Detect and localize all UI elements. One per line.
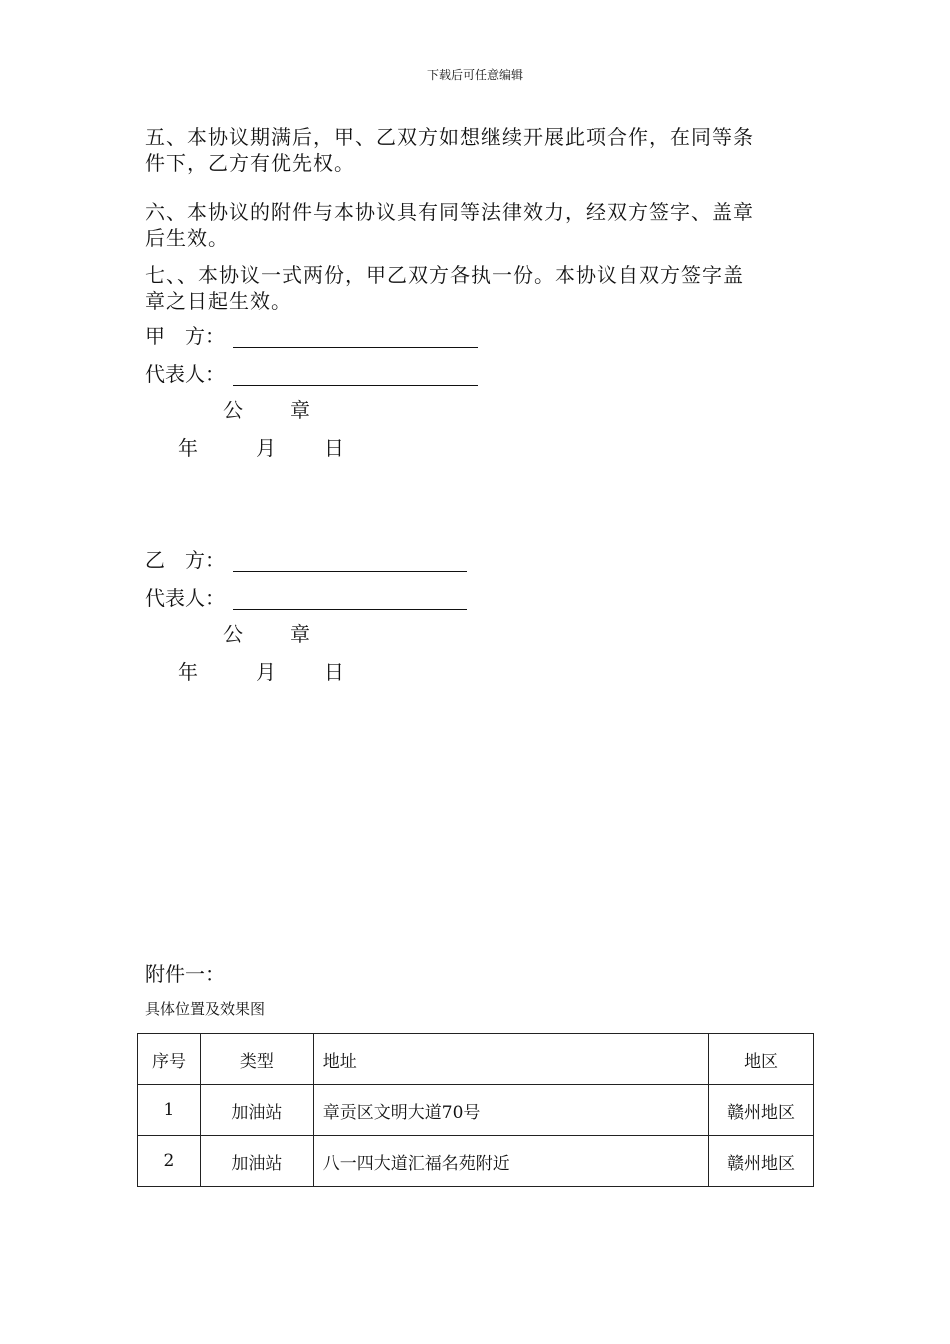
clause-five-line1: 五、本协议期满后，甲、乙双方如想继续开展此项合作，在同等条	[145, 125, 754, 149]
party-a-seal-char1: 公	[223, 398, 243, 422]
cell-region: 赣州地区	[709, 1085, 814, 1136]
clause-six	[145, 199, 810, 251]
party-a-date-month: 月	[256, 436, 276, 460]
page-header-note: 下载后可任意编辑	[426, 68, 523, 82]
clause-seven-line2: 章之日起生效。	[145, 289, 292, 313]
table-row	[138, 1136, 814, 1187]
cell-type: 加油站	[200, 1136, 313, 1187]
cell-address: 八一四大道汇福名苑附近	[313, 1136, 708, 1187]
cell-region: 赣州地区	[709, 1136, 814, 1187]
party-a-rep-blank[interactable]	[233, 385, 478, 386]
party-b-date-month: 月	[256, 660, 276, 684]
location-table	[137, 1033, 814, 1187]
party-b-date-year: 年	[178, 660, 198, 684]
party-a-rep-label: 代表人：	[145, 362, 225, 386]
clause-seven	[145, 262, 810, 314]
annex-subtitle: 具体位置及效果图	[145, 1000, 266, 1018]
clause-six-line2: 后生效。	[145, 226, 229, 250]
party-a-date-day: 日	[324, 436, 344, 460]
cell-index: 2	[138, 1136, 201, 1187]
clause-seven-line1: 七、、本协议一式两份，甲乙双方各执一份。本协议自双方签字盖	[145, 263, 744, 287]
party-a-label: 甲 方：	[145, 324, 225, 348]
cell-address: 章贡区文明大道70号	[313, 1085, 708, 1136]
header-address: 地址	[313, 1034, 708, 1085]
table-header-row	[138, 1034, 814, 1085]
clause-five-line2: 件下，乙方有优先权。	[145, 151, 355, 175]
party-a-date-year: 年	[178, 436, 198, 460]
table-row	[138, 1085, 814, 1136]
party-b-rep-label: 代表人：	[145, 586, 225, 610]
header-index: 序号	[138, 1034, 201, 1085]
clause-six-line1: 六、本协议的附件与本协议具有同等法律效力，经双方签字、盖章	[145, 200, 754, 224]
party-b-rep-blank[interactable]	[233, 609, 467, 610]
cell-index: 1	[138, 1085, 201, 1136]
header-type: 类型	[200, 1034, 313, 1085]
party-b-label: 乙 方：	[145, 548, 225, 572]
party-b-seal-char2: 章	[290, 622, 310, 646]
party-b-seal-char1: 公	[223, 622, 243, 646]
annex-title: 附件一：	[145, 962, 225, 986]
party-b-date-day: 日	[324, 660, 344, 684]
party-a-blank[interactable]	[233, 347, 478, 348]
party-b-blank[interactable]	[233, 571, 467, 572]
cell-type: 加油站	[200, 1085, 313, 1136]
party-a-seal-char2: 章	[290, 398, 310, 422]
header-region: 地区	[709, 1034, 814, 1085]
clause-five	[145, 124, 810, 176]
